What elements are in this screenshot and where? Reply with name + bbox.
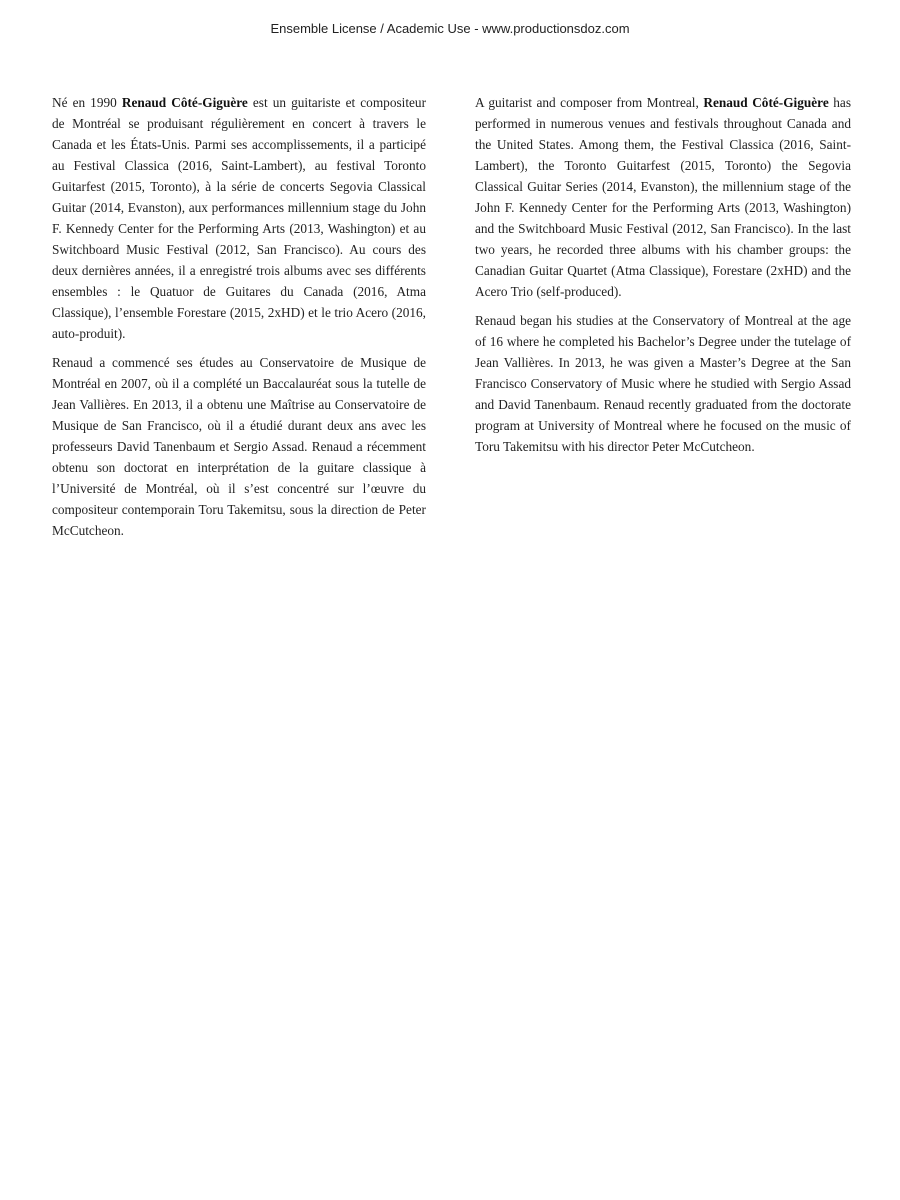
french-bio-paragraph-2: Renaud a commencé ses études au Conservatoire de Musique de Montréal en 2007, où il a complété un Baccalauréat sous la tutelle de Jean Vallières. En 2013, il a obtenu une Maîtrise au Conservatoire de Musique de San Francisco, où il a étudié durant deux ans avec les professeurs David Tanenbaum et Sergio Assad. Renaud a récemment obtenu son doctorat en interprétation de la guitare classique à l’Université de Montréal, où il s’est concentré sur l’œuvre du compositeur contemporain Toru Takemitsu, sous la direction de Peter McCutcheon. [52, 355, 426, 538]
french-bio-lead: Né en 1990 [52, 95, 122, 110]
french-bio-artist-name: Renaud Côté-Giguère [121, 95, 248, 110]
english-bio-paragraph-1 [475, 92, 851, 302]
french-bio-paragraph-1 [52, 92, 426, 344]
page-header [0, 21, 900, 36]
english-bio-text: has performed in numerous venues and festivals throughout Canada and the United States. Among them, the Festival Classica (2016, Saint-Lambert), the Toronto Guitarfest (2015, Toronto) the Segovia Classical Guitar Series (2014, Evanston), the millennium stage of the John F. Kennedy Center for the Performing Arts (2013, Washington) and the Switchboard Music Festival (2012, San Francisco). In the last two years, he recorded three albums with his chamber groups: the Canadian Guitar Quartet (Atma Classique), Forestare (2xHD) and the Acero Trio (self-produced). [475, 95, 851, 299]
french-bio-text: est un guitariste et compositeur de Montréal se produisant régulièrement en concert à travers le Canada et les États-Unis. Parmi ses accomplissements, il a participé au Festival Classica (2016, Saint-Lambert), au festival Toronto Guitarfest (2015, Toronto), à la série de concerts Segovia Classical Guitar (2014, Evanston), aux performances millennium stage du John F. Kennedy Center for the Performing Arts (2013, Washington) et au Switchboard Music Festival (2012, San Francisco). Au cours des deux dernières années, il a enregistré trois albums avec ses différents ensembles : le Quatuor de Guitares du Canada (2016, Atma Classique), l’ensemble Forestare (2015, 2xHD) et le trio Acero (2016, auto-produit). [52, 95, 427, 341]
license-header-text: Ensemble License / Academic Use - www.productionsdoz.com [270, 21, 630, 36]
french-bio-column [52, 92, 426, 549]
english-bio-lead: A guitarist and composer from Montreal, [475, 95, 704, 110]
english-bio-paragraph-2: Renaud began his studies at the Conservatory of Montreal at the age of 16 where he completed his Bachelor’s Degree under the tutelage of Jean Vallières. In 2013, he was given a Master’s Degree at the San Francisco Conservatory of Music where he studied with Sergio Assad and David Tanenbaum. Renaud recently graduated from the doctorate program at University of Montreal where he focused on the music of Toru Takemitsu with his director Peter McCutcheon. [475, 313, 851, 454]
english-bio-column [475, 92, 851, 465]
english-bio-artist-name: Renaud Côté-Giguère [703, 95, 829, 110]
